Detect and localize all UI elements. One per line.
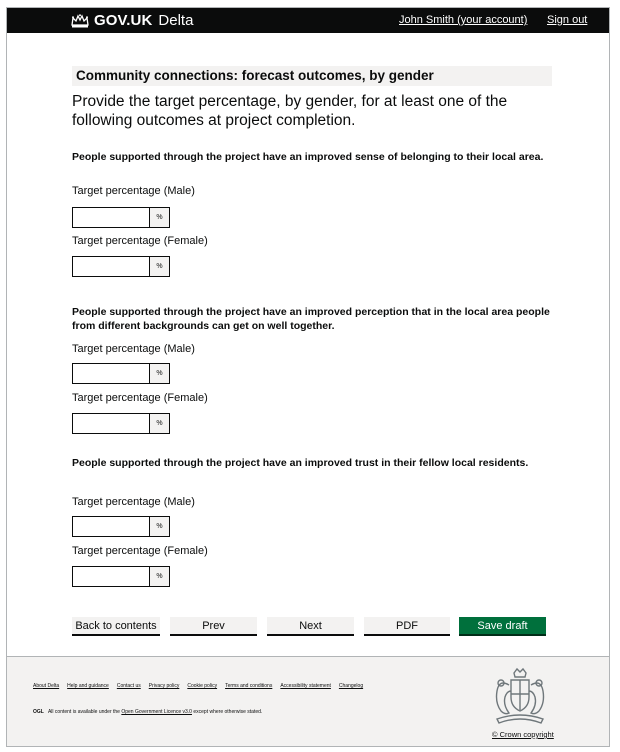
footer-link-terms[interactable]: Terms and conditions — [225, 683, 273, 689]
footer-links — [33, 683, 363, 689]
female-percentage-field — [72, 566, 170, 587]
prev-button[interactable]: Prev — [170, 617, 257, 636]
percent-suffix: % — [149, 363, 170, 384]
female-percentage-input[interactable] — [72, 413, 149, 434]
percent-suffix: % — [149, 516, 170, 537]
footer-link-about[interactable]: About Delta — [33, 683, 60, 689]
footer-link-cookies[interactable]: Cookie policy — [187, 683, 218, 689]
footer-link-accessibility[interactable]: Accessibility statement — [280, 683, 331, 689]
licence-text-before: All content is available under the — [47, 709, 120, 715]
male-percentage-input[interactable] — [72, 516, 149, 537]
govuk-logo[interactable] — [71, 12, 193, 29]
main-content — [72, 66, 552, 580]
female-percentage-input[interactable] — [72, 566, 149, 587]
royal-coat-of-arms-icon — [487, 667, 553, 725]
percent-suffix: % — [149, 256, 170, 277]
percent-suffix: % — [149, 413, 170, 434]
female-percentage-input[interactable] — [72, 256, 149, 277]
male-field-label: Target percentage (Male) — [72, 496, 195, 508]
male-field-label: Target percentage (Male) — [72, 185, 195, 197]
footer-link-privacy[interactable]: Privacy policy — [148, 683, 180, 689]
crown-icon — [71, 14, 89, 28]
save-draft-button[interactable]: Save draft — [459, 617, 546, 636]
male-percentage-field — [72, 516, 170, 537]
question-text: People supported through the project have an improved trust in their fellow local residents. — [72, 457, 529, 469]
account-link[interactable]: John Smith (your account) — [399, 14, 528, 26]
back-to-contents-button[interactable]: Back to contents — [72, 617, 160, 636]
crown-copyright-link[interactable]: © Crown copyright — [492, 730, 554, 739]
footer-link-help[interactable]: Help and guidance — [67, 683, 109, 689]
female-percentage-field — [72, 256, 170, 277]
site-footer — [7, 656, 609, 746]
male-percentage-input[interactable] — [72, 207, 149, 228]
licence-link[interactable]: Open Government Licence v3.0 — [121, 709, 192, 715]
pdf-button[interactable]: PDF — [364, 617, 450, 636]
licence-statement — [33, 709, 262, 715]
percent-suffix: % — [149, 566, 170, 587]
next-button[interactable]: Next — [267, 617, 354, 636]
page-title: Community connections: forecast outcomes, by gender — [72, 66, 552, 86]
percent-suffix: % — [149, 207, 170, 228]
licence-text-after: except where otherwise stated. — [193, 709, 263, 715]
female-field-label: Target percentage (Female) — [72, 392, 208, 404]
female-percentage-field — [72, 413, 170, 434]
male-field-label: Target percentage (Male) — [72, 343, 195, 355]
page-description: Provide the target percentage, by gender, for at least one of the following outcomes at project completion. — [72, 93, 508, 129]
male-percentage-input[interactable] — [72, 363, 149, 384]
question-text: People supported through the project have an improved perception that in the local area people from different backgrounds can get on well together. — [72, 306, 550, 332]
male-percentage-field — [72, 207, 170, 228]
sign-out-link[interactable]: Sign out — [547, 14, 588, 26]
question-text: People supported through the project have an improved sense of belonging to their local area. — [72, 151, 544, 163]
site-header — [7, 8, 609, 33]
male-percentage-field — [72, 363, 170, 384]
logo-text: GOV.UK — [94, 12, 153, 29]
footer-link-contact[interactable]: Contact us — [116, 683, 141, 689]
footer-link-changelog[interactable]: Changelog — [338, 683, 364, 689]
service-name: Delta — [158, 12, 194, 29]
female-field-label: Target percentage (Female) — [72, 235, 208, 247]
female-field-label: Target percentage (Female) — [72, 545, 208, 557]
ogl-logo: OGL — [33, 709, 44, 715]
